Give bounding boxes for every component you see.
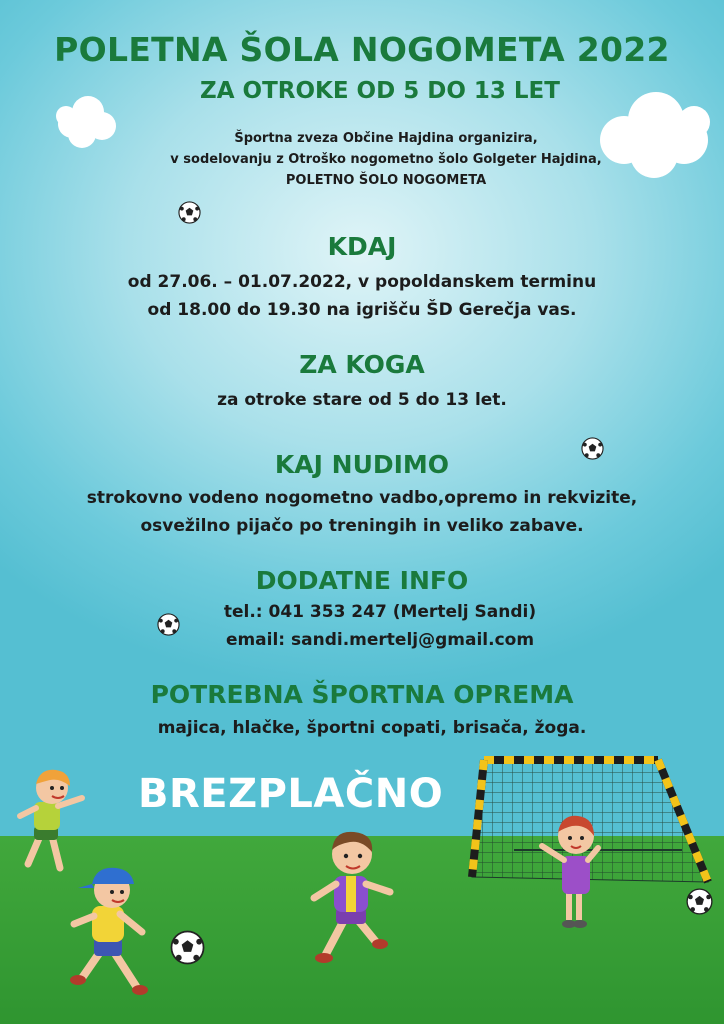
heading-dodatne-info: DODATNE INFO: [255, 566, 469, 595]
phone-text: tel.: 041 353 247 (Mertelj Sandi): [223, 602, 537, 622]
soccer-ball-icon: [581, 437, 604, 460]
intro-line: v sodelovanju z Otroško nogometno šolo Golgeter Hajdina,: [170, 152, 602, 167]
za-koga-text: za otroke stare od 5 do 13 let.: [217, 390, 507, 410]
kdaj-line: od 18.00 do 19.30 na igrišču ŠD Gerečja vas.: [147, 300, 577, 320]
heading-kaj-nudimo: KAJ NUDIMO: [274, 450, 450, 479]
kaj-nudimo-line: strokovno vodeno nogometno vadbo,opremo in rekvizite,: [86, 488, 638, 508]
kaj-nudimo-line: osvežilno pijačo po treningih in veliko zabave.: [140, 516, 584, 536]
oprema-text: majica, hlačke, športni copati, brisača, žoga.: [157, 718, 587, 738]
email-text[interactable]: email: sandi.mertelj@gmail.com: [225, 630, 535, 650]
page-title: POLETNA ŠOLA NOGOMETA 2022: [54, 30, 670, 69]
child-player-icon: [528, 808, 608, 932]
soccer-ball-icon: [170, 930, 205, 965]
kdaj-line: od 27.06. – 01.07.2022, v popoldanskem terminu: [127, 272, 597, 292]
soccer-ball-icon: [686, 888, 713, 915]
child-player-icon: [306, 826, 398, 966]
soccer-ball-icon: [178, 201, 201, 224]
kdaj-text: [0, 268, 724, 324]
child-player-icon: [62, 862, 162, 1002]
kaj-nudimo-text: [0, 484, 724, 540]
free-badge: BREZPLAČNO: [138, 771, 444, 817]
heading-za-koga: ZA KOGA: [299, 350, 425, 379]
page-subtitle: ZA OTROKE OD 5 DO 13 LET: [200, 78, 560, 104]
heading-kdaj: KDAJ: [327, 232, 397, 261]
intro-line: POLETNO ŠOLO NOGOMETA: [285, 173, 487, 188]
contact-info: [18, 598, 724, 654]
intro-text: [24, 128, 724, 191]
heading-oprema: POTREBNA ŠPORTNA OPREMA: [150, 680, 574, 709]
soccer-ball-icon: [157, 613, 180, 636]
intro-line: Športna zveza Občine Hajdina organizira,: [234, 131, 538, 146]
